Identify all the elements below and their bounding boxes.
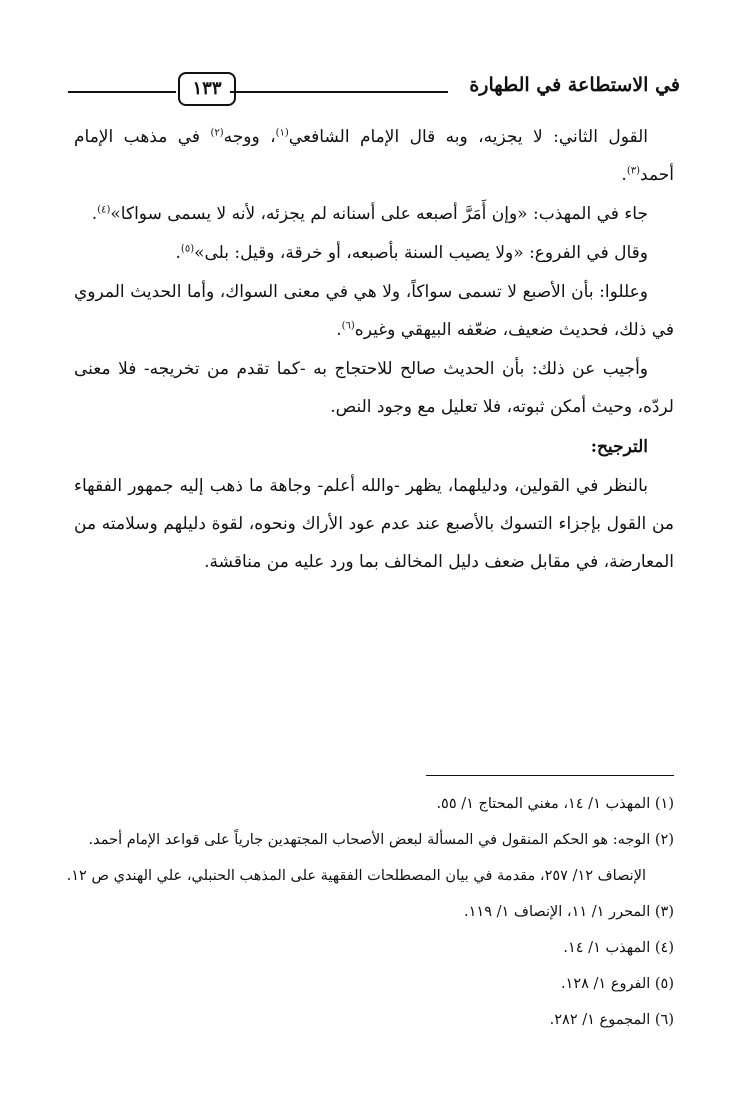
section-heading-tarjih: الترجيح: [590,437,648,457]
footnote-ref-5: (٥) [180,243,195,255]
header-rule-right [230,91,448,93]
page-number: ١٣٣ [178,72,236,106]
header-rule-left [68,91,176,93]
footnote-1: (١) المهذب ١/ ١٤، مغني المحتاج ١/ ٥٥. [436,796,674,812]
footnote-2: (٢) الوجه: هو الحكم المنقول في المسألة لبعض الأصحاب المجتهدين جارياً على قواعد الإمام أحمد. [88,832,674,848]
paragraph-conclusion: بالنظر في القولين، ودليلهما، يظهر -والله أعلم- وجاهة ما ذهب إليه جمهور الفقهاء من القول بإجزاء التسوك بالأصبع عند عدم عود الأراك ونحوه، لقوة دليلهم وسلامته من المعارضة، في مقابل ضعف دليل المخالف بما ورد عليه من مناقشة. [74,476,674,572]
footnote-3: (٣) المحرر ١/ ١١، الإنصاف ١/ ١١٩. [464,904,674,920]
footnote-ref-2: (٢) [210,127,224,139]
footnote-ref-1: (١) [275,127,289,139]
footnote-4: (٤) المهذب ١/ ١٤. [563,940,674,956]
paragraph-reasoning: وعللوا: بأن الأصبع لا تسمى سواكاً، ولا هي في معنى السواك، وأما الحديث المروي في ذلك، فحديث ضعيف، ضعّفه البيهقي وغيره$^{(٦)}$. [74,282,674,340]
footnote-separator [426,775,674,776]
paragraph-muhadhdhab-quote: جاء في المهذب: «وإن أَمَرَّ أصبعه على أسنانه لم يجزئه، لأنه لا يسمى سواكا»$^{(٤)}$. [91,204,648,224]
footnote-2-continuation: الإنصاف ١٢/ ٢٥٧، مقدمة في بيان المصطلحات الفقهية على المذهب الحنبلي، علي الهندي ص ١٢. [66,868,646,884]
footnotes [60,786,674,1038]
paragraph-response: وأجيب عن ذلك: بأن الحديث صالح للاحتجاج به -كما تقدم من تخريجه- فلا معنى لردّه، وحيث أمكن ثبوته، فلا تعليل مع وجود النص. [74,359,674,417]
footnote-5: (٥) الفروع ١/ ١٢٨. [560,976,674,992]
paragraph-furu-quote: وقال في الفروع: «ولا يصيب السنة بأصبعه، أو خرقة، وقيل: بلى»$^{(٥)}$. [175,243,648,263]
footnote-ref-4: (٤) [97,204,111,216]
footnote-ref-6: (٦) [341,320,355,332]
footnote-ref-3: (٣) [626,165,641,177]
page-header [68,72,680,108]
footnote-6: (٦) المجموع ١/ ٢٨٢. [549,1012,674,1028]
paragraph-second-opinion: القول الثاني: لا يجزيه، وبه قال الإمام الشافعي$^{(١)}$، ووجه$^{(٢)}$ في مذهب الإمام أحمد$^{(٣)}$. [74,127,674,185]
main-text [74,118,674,582]
running-title: في الاستطاعة في الطهارة [469,74,680,96]
